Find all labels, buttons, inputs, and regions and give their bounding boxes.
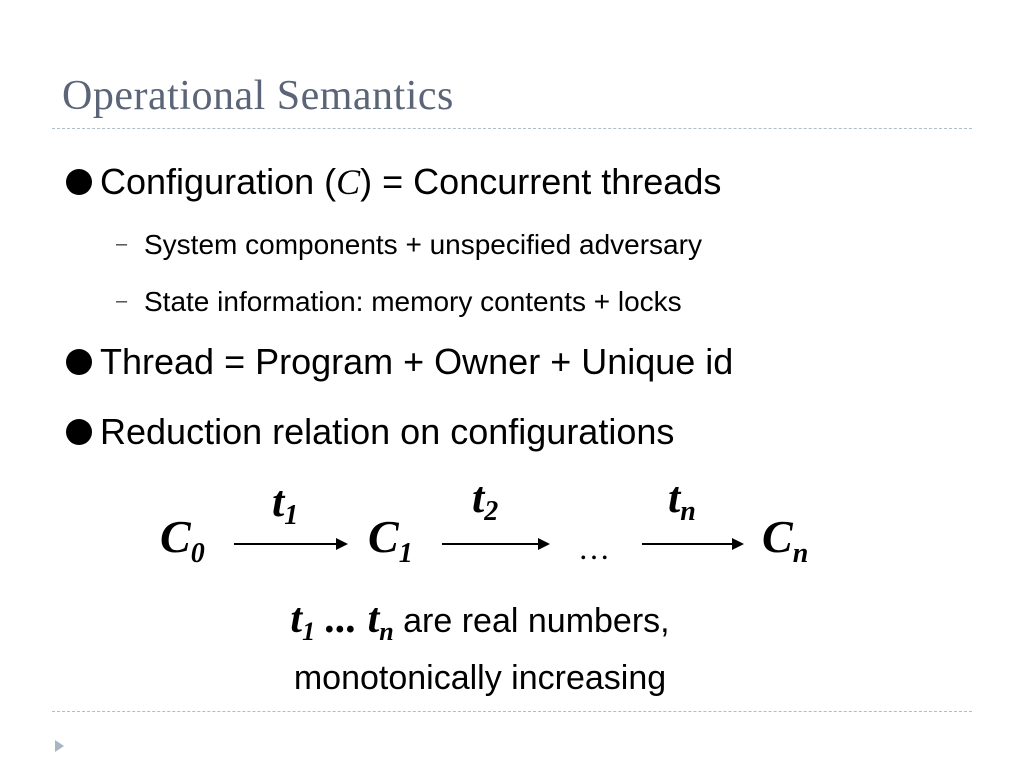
bullet-thread (66, 342, 733, 382)
caption-t1: $t_1$ (290, 596, 316, 646)
slide-title: Operational Semantics (62, 73, 454, 119)
bullet-text: Reduction relation on configurations (100, 411, 675, 452)
transition-arrow-n (642, 543, 742, 545)
bullet-text: Thread = Program + Owner + Unique id (100, 341, 734, 382)
transition-arrow-1 (234, 543, 346, 545)
bullet-italic-c: C (336, 162, 361, 202)
bullet-dot-icon (66, 169, 92, 195)
caption-text: are real numbers, (393, 602, 670, 640)
sub-bullet-text: State information: memory contents + locks (144, 286, 682, 317)
dash-icon: – (116, 290, 128, 312)
bullet-configuration (66, 162, 721, 202)
footer-divider (52, 711, 972, 712)
caption-tn: $t_n$ (367, 596, 394, 646)
bullet-reduction (66, 412, 674, 452)
transition-label-tn: $t_n$ (668, 473, 696, 527)
diagram-caption (230, 596, 730, 701)
sub-bullet-system-components (116, 228, 702, 261)
transition-label-t1: $t_1$ (272, 477, 299, 531)
sub-bullet-text: System components + unspecified adversary (144, 229, 702, 260)
config-c0: $C_0$ (160, 511, 205, 569)
caption-line-2: monotonically increasing (293, 659, 667, 697)
transition-label-t2: $t_2$ (472, 473, 499, 527)
transition-arrow-2 (442, 543, 548, 545)
bullet-dot-icon (66, 349, 92, 375)
config-cn: $C_n$ (762, 511, 809, 569)
bullet-text-post: ) = Concurrent threads (360, 161, 722, 202)
diagram-ellipsis: … (578, 530, 610, 566)
footer-triangle-icon (55, 740, 64, 752)
config-c1: $C_1$ (368, 511, 413, 569)
caption-dots: ... (315, 596, 368, 642)
bullet-dot-icon (66, 419, 92, 445)
sub-bullet-state-information (116, 285, 682, 318)
caption-line-1 (230, 596, 730, 655)
title-divider (52, 128, 972, 129)
bullet-text-pre: Configuration ( (100, 161, 337, 202)
dash-icon: – (116, 233, 128, 255)
